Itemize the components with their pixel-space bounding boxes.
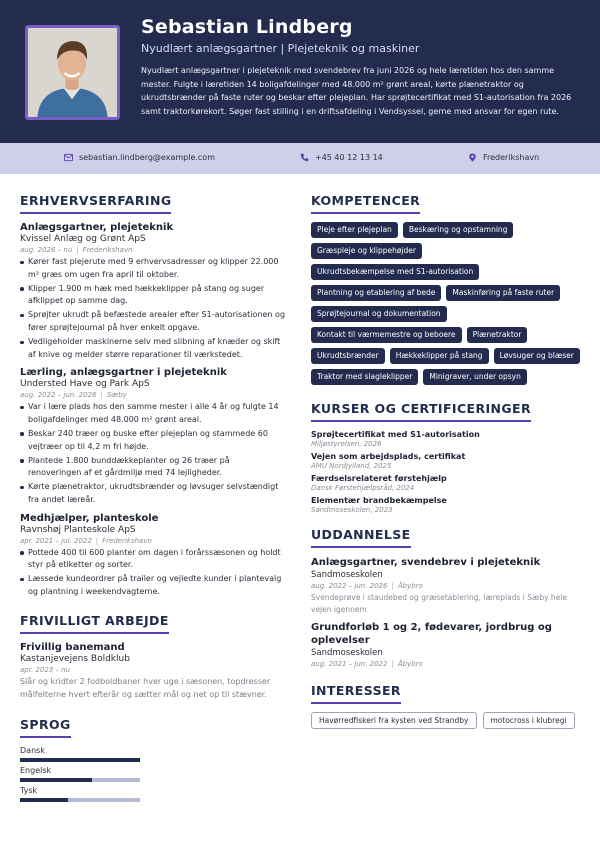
interest-tag: Havørredfiskeri fra kysten ved Strandby (311, 712, 477, 729)
language-name: Tysk (20, 785, 38, 795)
bullet-item: Kører fast plejerute med 9 erhvervsadresser og klipper 22.000 m² græs om ugen fra april til oktober. (20, 256, 285, 281)
job-entry (20, 513, 285, 599)
course-meta: Sandmoseskolen, 2023 (311, 506, 393, 514)
education-title: Grundforløb 1 og 2, fødevarer, jordbrug og oplevelser (311, 622, 552, 646)
course-name: Sprøjtecertifikat med S1-autorisation (311, 430, 480, 439)
bullet-item: Klipper 1.900 m hæk med hækkeklipper på stang og suger afklippet op samme dag. (20, 283, 285, 308)
meta-separator: | (100, 391, 103, 400)
resume-header (0, 0, 600, 143)
section-title-skills: KOMPETENCER (311, 193, 420, 214)
email-icon (64, 153, 73, 162)
volunteer-entry (20, 642, 285, 701)
contact-email[interactable] (64, 153, 215, 162)
job-meta (20, 246, 285, 254)
language-level-bar (20, 778, 140, 782)
skill-chip: Ukrudtsbekæmpelse med S1-autorisation (311, 264, 479, 280)
skill-chip: Plænetraktor (467, 327, 528, 343)
profile-summary: Nyudlært anlægsgartner i plejeteknik med svendebrev fra juni 2026 og hele læretiden hos den samme mester. Fulgte i læretiden 14 boligafdelinger med 48.000 m² grønt areal, kørte plænetraktor og ukrudtsbrænder på faste ruter og beskar efter plejeplan. Har sprøjtecertifikat med S1-autorisation fra 2026 samt traktorkørekort. Søger fast stilling i en driftsafdeling i Vendsyssel, gerne med ansvar for egen rute. (141, 66, 572, 116)
course-item (311, 496, 583, 514)
contact-phone[interactable] (300, 153, 383, 162)
language-list (20, 746, 285, 802)
contact-bar (0, 143, 600, 174)
course-item (311, 430, 583, 448)
skill-chip: Traktor med slagleklipper (311, 369, 418, 385)
language-item (20, 786, 285, 802)
job-title: Anlægsgartner, plejeteknik (20, 222, 174, 233)
job-bullets (20, 256, 285, 361)
course-list (311, 430, 583, 514)
section-title-volunteer: FRIVILLIGT ARBEJDE (20, 613, 169, 634)
interest-tags (311, 712, 583, 729)
skill-chip: Sprøjtejournal og dokumentation (311, 306, 447, 322)
course-name: Elementær brandbekæmpelse (311, 496, 447, 505)
language-item (20, 766, 285, 782)
education-dates: aug. 2022 – jun. 2026 (311, 582, 388, 590)
bullet-item: Læssede kundeordrer på trailer og vejledte kunder i plantevalg og plantning i weekendvagterne. (20, 573, 285, 598)
email-text: sebastian.lindberg@example.com (79, 153, 215, 162)
meta-separator: | (391, 660, 394, 668)
bullet-item: Pottede 400 til 600 planter om dagen i forårssæsonen og holdt styr på etiketter og sorter. (20, 547, 285, 572)
section-title-courses: KURSER OG CERTIFICERINGER (311, 401, 531, 422)
course-name: Færdselsrelateret førstehjælp (311, 474, 447, 483)
bullet-item: Kørte plænetraktor, ukrudtsbrænder og løvsuger selvstændigt fra andet læreår. (20, 481, 285, 506)
candidate-headline: Nyudlært anlægsgartner | Plejeteknik og maskiner (141, 42, 420, 55)
job-entry (20, 222, 285, 361)
section-title-experience: ERHVERVSERFARING (20, 193, 171, 214)
skill-chip: Ukrudtsbrænder (311, 348, 385, 364)
education-place: Åbybro (397, 660, 423, 668)
course-item (311, 452, 583, 470)
job-bullets (20, 401, 285, 506)
language-level-fill (20, 758, 140, 762)
course-meta: AMU Nordjylland, 2025 (311, 462, 392, 470)
education-meta (311, 660, 583, 668)
skill-chip: Græspleje og klippehøjder (311, 243, 422, 259)
bullet-item: Var i lære plads hos den samme mester i alle 4 år og fulgte 14 boligafdelinger med 48.000 m² grønt areal. (20, 401, 285, 426)
skill-chip: Kontakt til værmemestre og beboere (311, 327, 462, 343)
section-title-education: UDDANNELSE (311, 527, 411, 548)
job-meta (20, 391, 285, 399)
section-title-interests: INTERESSER (311, 683, 401, 704)
interest-tag: motocross i klubregi (483, 712, 575, 729)
language-level-bar (20, 758, 140, 762)
location-text: Frederikshavn (483, 153, 540, 162)
education-entry (311, 556, 583, 615)
phone-text: +45 40 12 13 14 (315, 153, 383, 162)
skill-chip: Hækkeklipper på stang (390, 348, 489, 364)
volunteer-role: Frivillig banemand (20, 642, 125, 654)
profile-photo (25, 25, 120, 120)
skill-chip: Minigraver, under opsyn (423, 369, 527, 385)
course-item (311, 474, 583, 492)
bullet-item: Plantede 1.800 bunddækkeplanter og 26 træer på renoveringen af et gårdmiljø med 74 lejligheder. (20, 455, 285, 480)
education-entry (311, 621, 583, 668)
skill-chip: Løvsuger og blæser (494, 348, 580, 364)
job-entry (20, 367, 285, 506)
bullet-item: Sprøjter ukrudt på befæstede arealer efter S1-autorisationen og fører sprøjtejournal på hver enkelt opgave. (20, 309, 285, 334)
job-dates: aug. 2022 – jun. 2026 (20, 391, 97, 400)
language-level-fill (20, 798, 68, 802)
language-level-fill (20, 778, 92, 782)
meta-separator: | (76, 246, 79, 254)
language-level-bar (20, 798, 140, 802)
education-school: Sandmoseskolen (311, 570, 383, 580)
education-description: Svendeprøve i staudebed og græsetablering, læreplads i Sæby hele vejen igennem (311, 593, 567, 614)
job-meta (20, 537, 285, 545)
phone-icon (300, 153, 309, 162)
bullet-item: Vedligeholder maskinerne selv med slibning af knæder og skift af knive og melder større reparationer til værkstedet. (20, 336, 285, 361)
skill-chips (311, 222, 581, 385)
language-name: Engelsk (20, 765, 52, 775)
volunteer-org: Kastanjevejens Boldklub (20, 654, 130, 665)
education-place: Åbybro (397, 582, 423, 590)
job-company: Ravnshøj Planteskole ApS (20, 524, 136, 535)
location-pin-icon (468, 153, 477, 162)
course-meta: Miljøstyrelsen, 2026 (311, 440, 382, 448)
meta-separator: | (391, 582, 394, 590)
job-company: Kvissel Anlæg og Grønt ApS (20, 234, 146, 244)
contact-location (468, 153, 539, 162)
skill-chip: Maskinføring på faste ruter (446, 285, 560, 301)
language-name: Dansk (20, 745, 45, 755)
skill-chip: Beskæring og opstamning (403, 222, 514, 238)
job-title: Medhjælper, planteskole (20, 512, 159, 524)
volunteer-description: Slår og kridter 2 fodboldbaner hver uge i sæsonen, topdresser målfelterne hvert efterår og sætter mål og net op til stævner. (20, 677, 271, 699)
job-dates: apr. 2021 – jul. 2022 (20, 536, 92, 545)
language-item (20, 746, 285, 762)
education-title: Anlægsgartner, svendebrev i plejeteknik (311, 557, 541, 568)
bullet-item: Beskar 240 træer og buske efter plejeplan og stammede 60 vejtræer op til 4,2 m fri højde. (20, 428, 285, 453)
candidate-name: Sebastian Lindberg (141, 16, 353, 38)
meta-separator: | (95, 536, 99, 545)
education-dates: aug. 2021 – jun. 2022 (311, 660, 388, 668)
course-meta: Dansk Førstehjælpsråd, 2024 (311, 484, 415, 492)
volunteer-dates: apr. 2023 – nu (20, 666, 71, 675)
job-company: Understed Have og Park ApS (20, 379, 150, 390)
education-meta (311, 582, 583, 590)
education-school: Sandmoseskolen (311, 648, 383, 658)
course-name: Vejen som arbejdsplads, certifikat (311, 452, 466, 461)
job-dates: aug. 2026 – nu (20, 246, 73, 254)
skill-chip: Pleje efter plejeplan (311, 222, 398, 238)
job-place: Frederikshavn (82, 246, 133, 254)
right-column (311, 190, 583, 729)
job-place: Frederikshavn (102, 536, 152, 545)
job-place: Sæby (106, 391, 127, 400)
job-title: Lærling, anlægsgartner i plejeteknik (20, 367, 227, 379)
job-bullets (20, 547, 285, 599)
skill-chip: Plantning og etablering af bede (311, 285, 441, 301)
section-title-languages: SPROG (20, 717, 71, 738)
left-column (20, 190, 285, 806)
